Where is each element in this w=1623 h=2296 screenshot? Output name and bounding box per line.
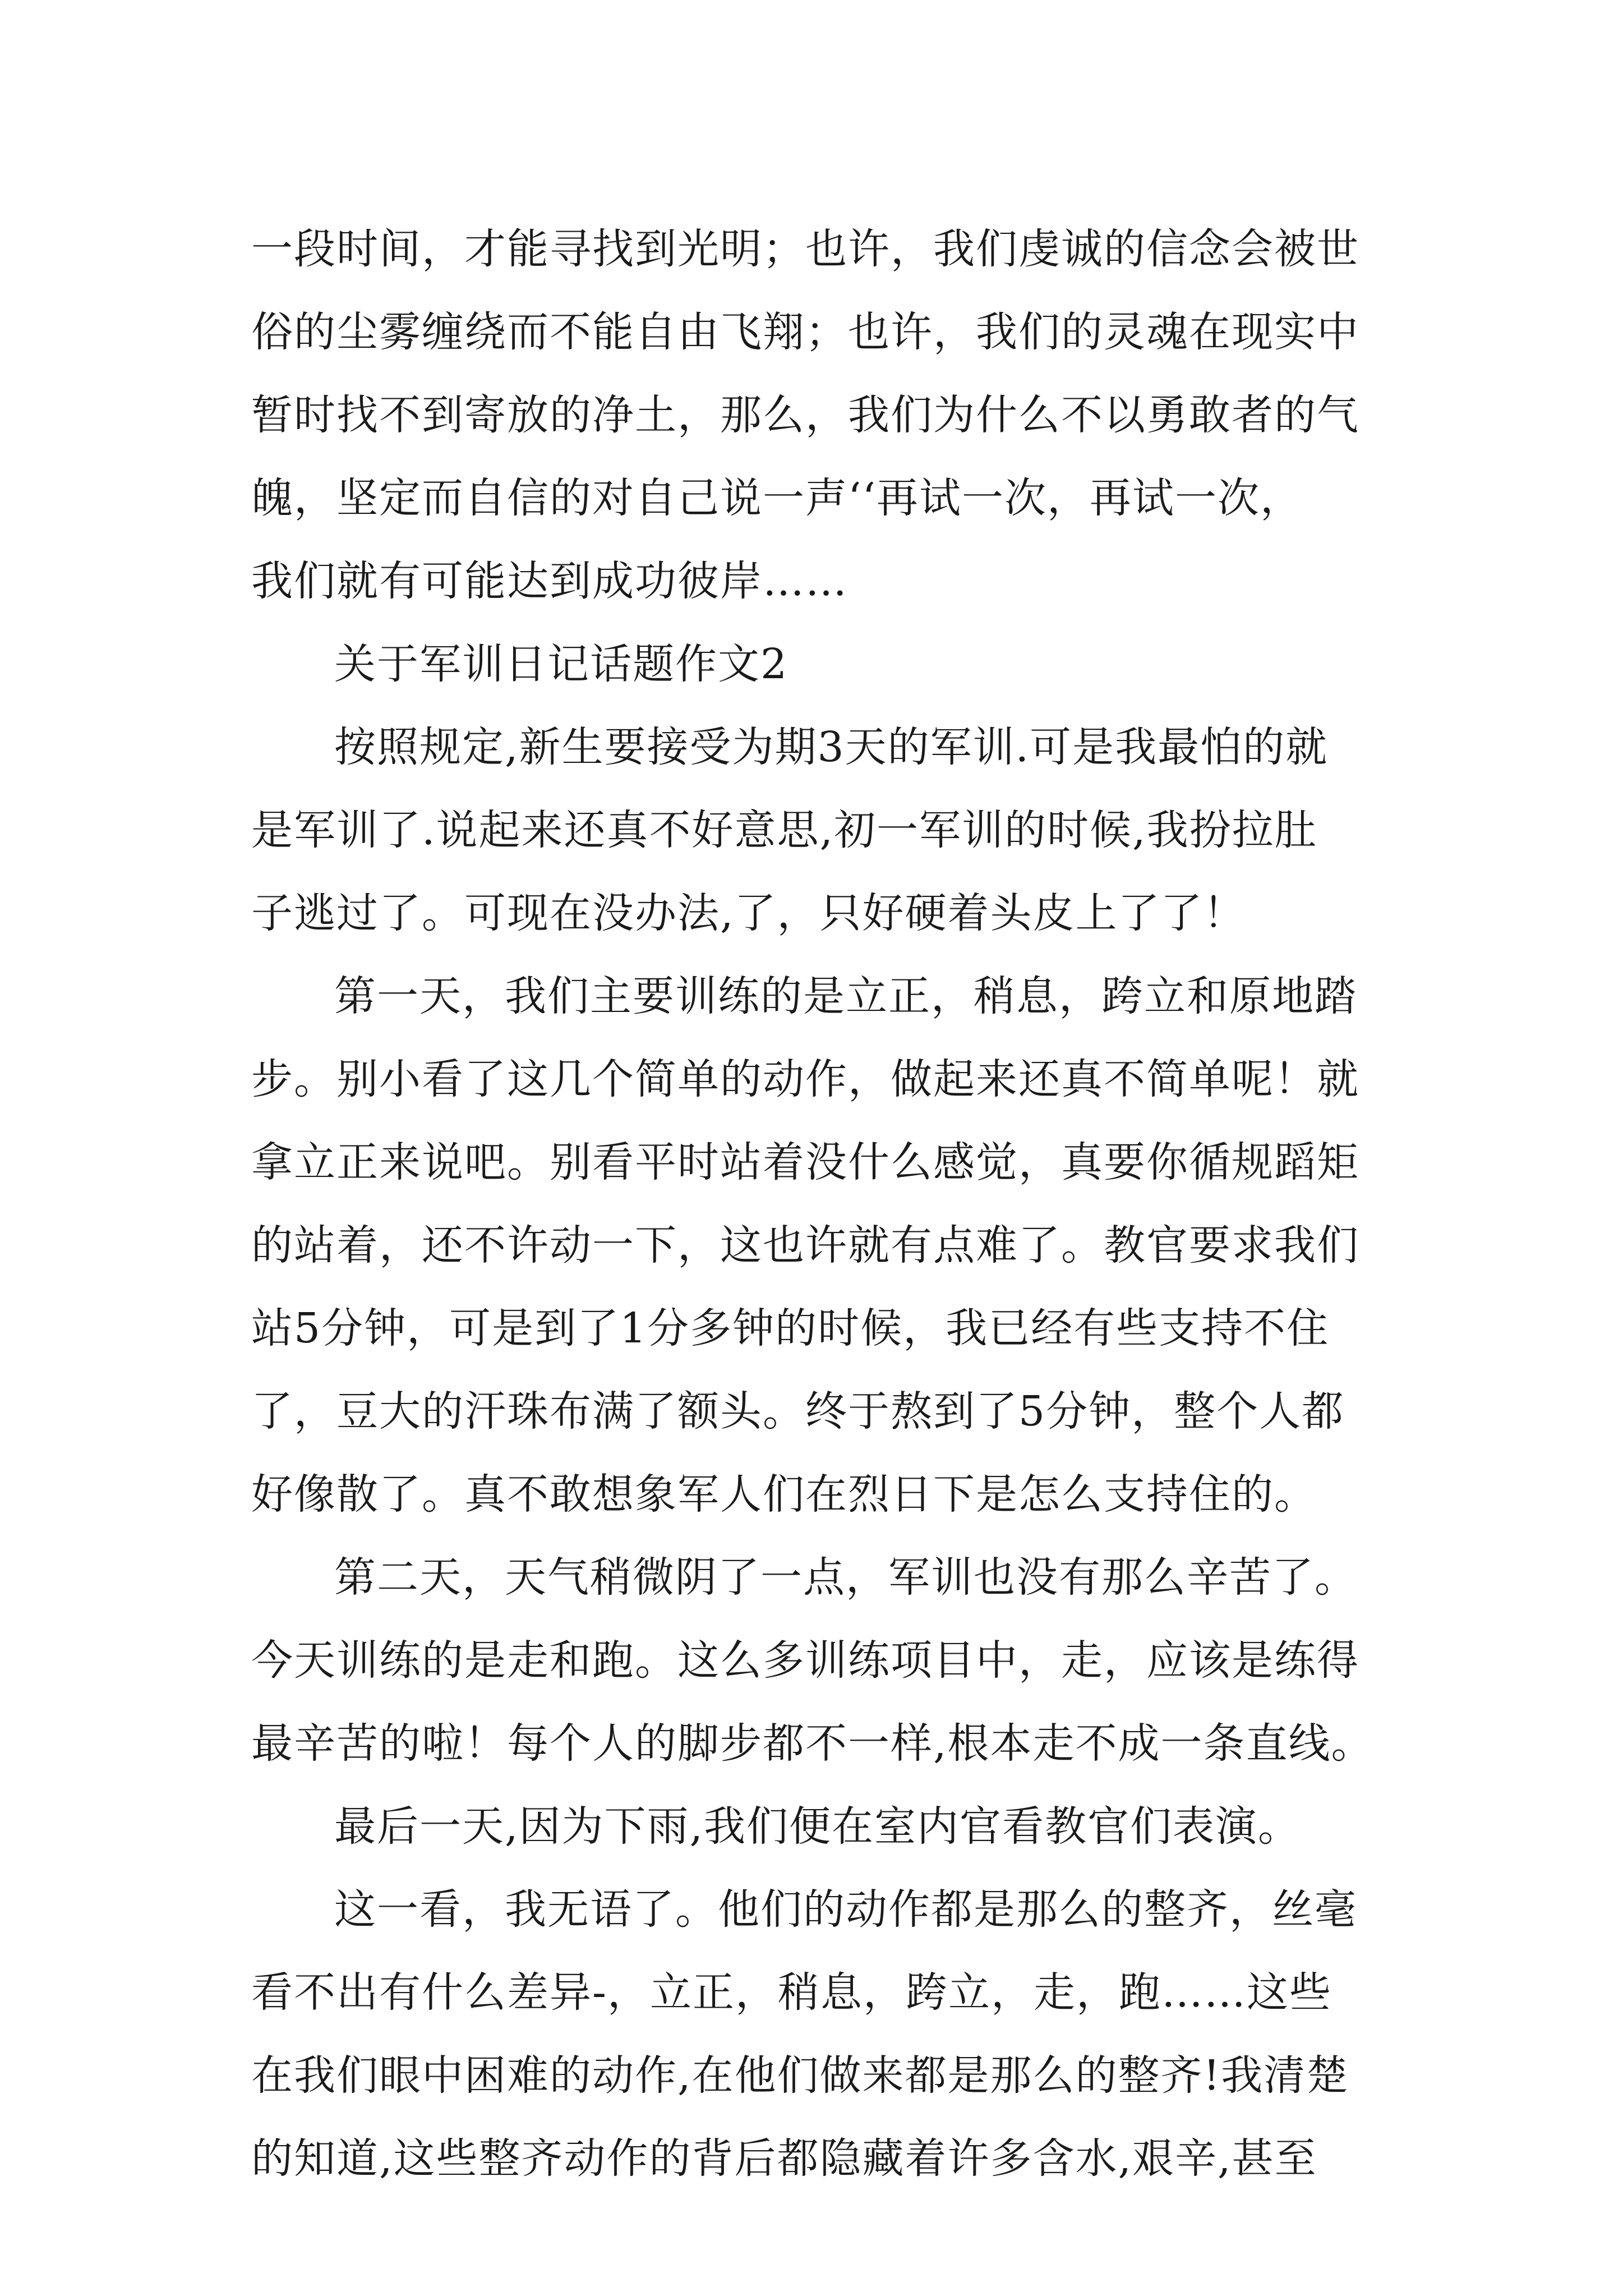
text-line: 步。别小看了这几个简单的动作，做起来还真不简单呢！就 [251, 1055, 1359, 1103]
document-body [251, 208, 1418, 2200]
paragraph-start: 最后一天,因为下雨,我们便在室内官看教官们表演。 [334, 1802, 1301, 1851]
paragraph-start: 这一看，我无语了。他们的动作都是那么的整齐，丝毫 [334, 1885, 1357, 1934]
text-line: 看不出有什么差异-，立正，稍息，跨立，走，跑……这些 [251, 1968, 1332, 2017]
text-line: 一段时间，才能寻找到光明；也许，我们虔诚的信念会被世 [251, 225, 1359, 273]
text-line: 子逃过了。可现在没办法,了，只好硬着头皮上了了！ [251, 889, 1246, 937]
text-line: 在我们眼中困难的动作,在他们做来都是那么的整齐!我清楚 [251, 2051, 1349, 2100]
text-line: 好像散了。真不敢想象军人们在烈日下是怎么支持住的。 [251, 1470, 1317, 1519]
text-line: 魄，坚定而自信的对自己说一声‘‘再试一次，再试一次， [251, 474, 1303, 522]
paragraph-start: 第一天，我们主要训练的是立正，稍息，跨立和原地踏 [334, 972, 1357, 1020]
text-line: 拿立正来说吧。别看平时站着没什么感觉，真要你循规蹈矩 [251, 1138, 1359, 1186]
section-heading: 关于军训日记话题作文2 [334, 640, 789, 688]
text-line: 站5分钟，可是到了1分多钟的时候，我已经有些支持不住 [251, 1304, 1330, 1352]
paragraph-start: 第二天，天气稍微阴了一点，军训也没有那么辛苦了。 [334, 1553, 1357, 1602]
text-line: 俗的尘雾缠绕而不能自由飞翔；也许，我们的灵魂在现实中 [251, 308, 1359, 356]
text-line: 今天训练的是走和跑。这么多训练项目中，走，应该是练得 [251, 1636, 1359, 1685]
text-line: 的站着，还不许动一下，这也许就有点难了。教官要求我们 [251, 1221, 1359, 1269]
text-line: 的知道,这些整齐动作的背后都隐藏着许多含水,艰辛,甚至 [251, 2134, 1317, 2183]
text-line: 是军训了.说起来还真不好意思,初一军训的时候,我扮拉肚 [251, 806, 1317, 854]
paragraph-start: 按照规定,新生要接受为期3天的军训.可是我最怕的就 [334, 723, 1329, 771]
text-line: 我们就有可能达到成功彼岸…… [251, 557, 848, 605]
text-line: 暂时找不到寄放的净土，那么，我们为什么不以勇敢者的气 [251, 391, 1359, 439]
text-line: 最辛苦的啦！每个人的脚步都不一样,根本走不成一条直线。 [251, 1719, 1374, 1768]
text-line: 了，豆大的汗珠布满了额头。终于熬到了5分钟，整个人都 [251, 1387, 1345, 1435]
